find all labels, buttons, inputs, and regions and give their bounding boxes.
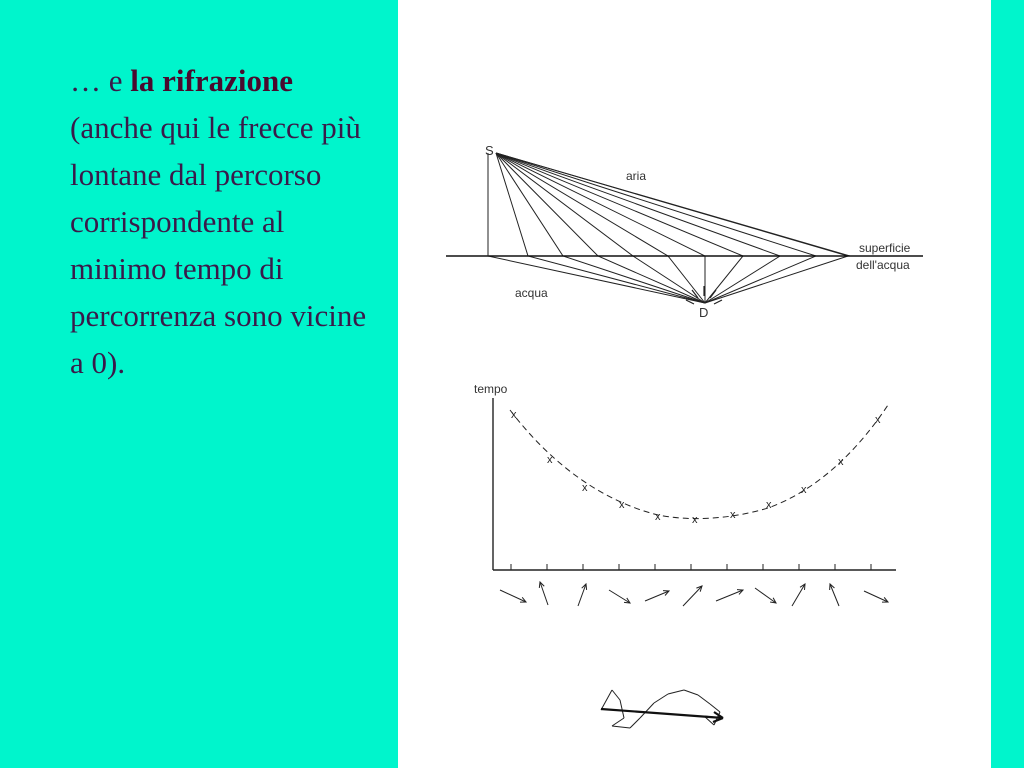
figure-panel [398, 0, 991, 768]
phase-arrow [864, 591, 888, 602]
phase-arrow [645, 591, 669, 601]
time-point-marker: x [547, 454, 553, 466]
time-point-marker: x [582, 482, 588, 494]
time-point-marker: x [838, 456, 844, 468]
arrow-sum-chain [601, 690, 723, 728]
time-point-marker: x [692, 514, 698, 526]
phase-arrow-head-icon [624, 598, 630, 603]
resultant-arrow [601, 709, 723, 718]
light-path [496, 153, 816, 303]
chain-arrow [710, 704, 720, 712]
phase-arrow [683, 586, 702, 606]
destination-label: D [699, 305, 709, 320]
water-label: acqua [515, 286, 548, 300]
phase-arrow [830, 584, 839, 606]
chain-arrow [612, 690, 620, 700]
surface-label-line2: dell'acqua [856, 258, 910, 272]
time-point-marker: x [875, 414, 881, 426]
surface-label-line1: superficie [859, 241, 911, 255]
time-point-marker: x [619, 499, 625, 511]
source-label: S [485, 143, 494, 158]
slide-text [70, 57, 370, 386]
time-point-marker: x [801, 484, 807, 496]
chain-arrow [612, 726, 630, 728]
chain-arrow [630, 718, 640, 728]
air-label: aria [626, 169, 647, 183]
refraction-figure [398, 0, 991, 768]
chain-arrow [668, 690, 684, 694]
time-points [511, 409, 881, 526]
chain-arrow [640, 703, 654, 718]
y-axis-label: tempo [474, 382, 508, 396]
chain-arrow [601, 690, 612, 710]
text-body: (anche qui le frecce più lontane dal percorso corrispondente al minimo tempo di percorrenza sono vicine a 0). [70, 110, 367, 380]
phase-arrow [500, 590, 526, 602]
light-paths [488, 153, 850, 303]
time-curve [510, 405, 888, 519]
chain-arrow [684, 690, 698, 695]
phase-arrow [792, 584, 805, 606]
time-point-marker: x [730, 509, 736, 521]
time-point-marker: x [766, 499, 772, 511]
phase-arrows [500, 582, 888, 606]
phase-arrow [755, 588, 776, 603]
phase-arrow [609, 590, 630, 603]
chain-arrow [698, 695, 710, 704]
text-bold-term: la rifrazione [130, 63, 293, 98]
chain-arrow [612, 718, 624, 726]
time-point-marker: x [511, 409, 517, 421]
chain-arrow [620, 700, 624, 718]
phase-arrow [716, 590, 743, 601]
x-axis-ticks [511, 564, 871, 570]
chain-arrow [654, 694, 668, 703]
time-point-marker: x [655, 511, 661, 523]
text-prefix: … e [70, 63, 131, 98]
